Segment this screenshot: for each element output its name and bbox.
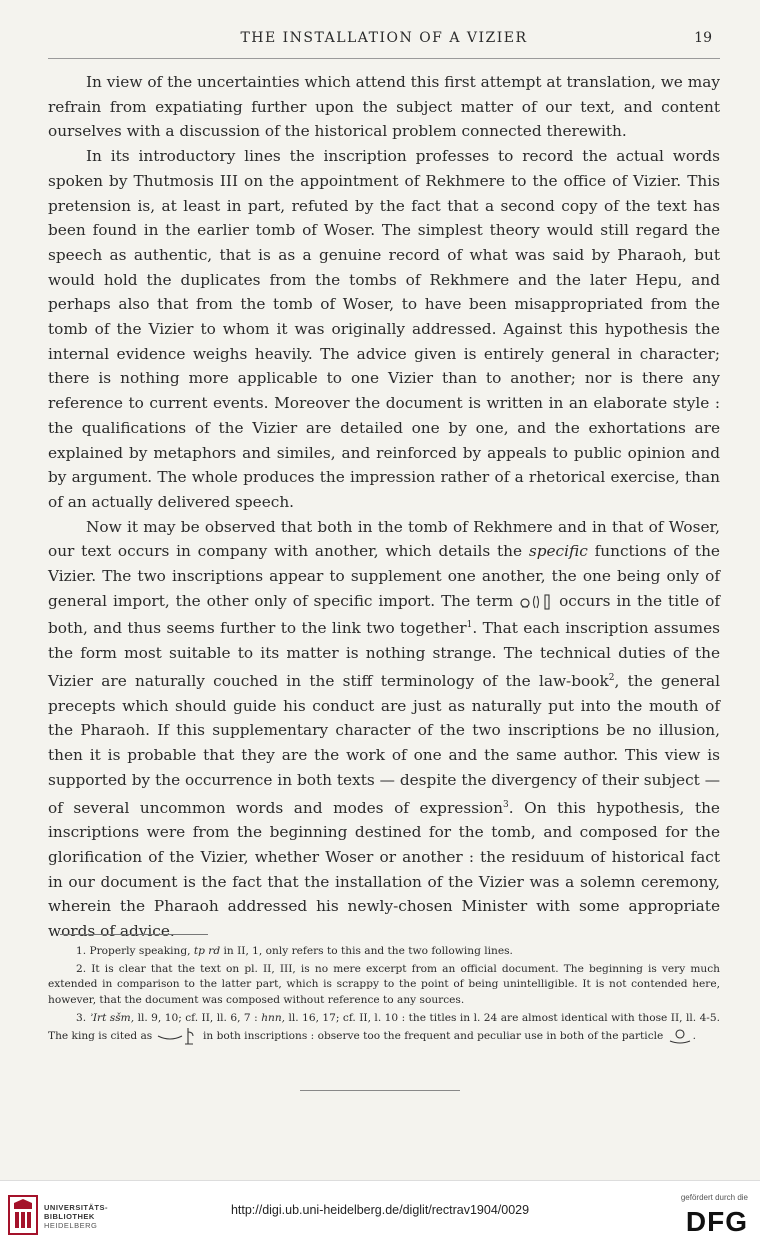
paragraph-3-text: Now it may be observed that both in the tomb of Rekhmere and in that of Woser, our text occurs in company with another, which details the [48,517,720,561]
paragraph-3 [48,515,720,944]
running-title: THE INSTALLATION OF A VIZIER [240,30,528,46]
end-rule [300,1090,460,1091]
paragraph-3-text: functions of the Vizier. The two inscriptions appear to supplement one another, the one being only of general import, the other only of specific import. The term [48,542,720,610]
paragraph-3-text: occurs in the title of both, and thus seems further to the link two together [48,591,720,638]
hieroglyph-particle-icon [667,1027,693,1045]
hieroglyph-term-icon [519,593,553,611]
header-rule [48,58,720,59]
library-name [44,1203,108,1230]
footnotes [48,944,720,1046]
footnote-3 [48,1011,720,1046]
dfg-logo[interactable]: DFG [685,1206,748,1237]
footnote-2: 2. It is clear that the text on pl. II, III, is no mere excerpt from an official document. The beginning is very much extended in comparison to the latter part, which is scrappy to the point of being unintelligible. It is not contended here, however, that the document was composed without reference to any sources. [48,963,720,1006]
footnote-text: 1. Properly speaking, [76,945,191,957]
hieroglyph-king-icon [156,1026,200,1046]
page-number: 19 [694,30,712,46]
viewer-footer [0,1180,760,1245]
paragraph-3-text: , the general precepts which should guide his conduct are just as naturally put into the mouth of the Pharaoh. If this supplementary character of the two inscriptions be no illusion, then it is probable that they are the work of one and the same author. This view is supported by the occurrence in both texts — despite the divergency of their subject — of several uncommon words and modes of expression [48,672,720,817]
library-name-line: UNIVERSITÄTS- [44,1203,109,1212]
footnote-italic: tp rd [193,945,221,957]
paragraph-3-text: . On this hypothesis, the inscriptions were from the beginning destined for the tomb, and composed for the glorification of the Vizier, whether Woser or another : the residuum of historical fact in our document is the fact that the installation of the Vizier was a solemn ceremony, wherein the Pharaoh addressed his newly-chosen Minister with some appropriate words of advice. [48,798,720,941]
footnote-1 [48,944,720,959]
paragraph-2: In its introductory lines the inscription professes to record the actual words spoken by Thutmosis III on the appointment of Rekhmere to the office of Vizier. This pretension is, at least in part, refuted by the fact that a second copy of the text has been found in the earlier tomb of Woser. The simplest theory would still regard the speech as authentic, that is as a genuine record of what was said by Pharaoh, but would hold the duplicates from the tombs of Rekhmere and the later Hepu, and perhaps also that from the tomb of Woser, to have been misappropriated from the tomb of the Vizier to whom it was originally addressed. Against this hypothesis the internal evidence weighs heavily. The advice given is entirely general in character; there is nothing more applicable to one Vizier than to another; nor is there any reference to current events. Moreover the document is written in an elaborate style : the qualifications of the Vizier are detailed one by one, and the exhortations are explained by metaphors and similes, and reinforced by appeals to public opinion and by argument. The whole produces the impression rather of a rhetorical exercise, than of an actually delivered speech. [48,147,720,511]
footnote-text: in both inscriptions : observe too the frequent and peculiar use in both of the particle [203,1030,664,1043]
body-text [48,70,720,944]
paragraph-3-text: . That each inscription assumes the form most suitable to its matter is nothing strange. The technical duties of the Vizier are naturally couched in the stiff terminology of the law-book [48,619,720,691]
funder-caption: gefördert durch die [680,1193,748,1202]
footnote-text: . [692,1030,697,1043]
university-library-logo-icon[interactable] [8,1195,38,1235]
footnote-ref-3: 3 [503,799,509,810]
footnote-italic: hnn, [261,1011,286,1024]
footnote-ref-1: 1 [466,620,473,631]
paragraph-1: In view of the uncertainties which attend this first attempt at translation, we may refrain from expatiating further upon the subject matter of our text, and content ourselves with a discussion of the historical problem connected therewith. [48,73,720,141]
footnote-ref-2: 2 [608,672,615,683]
footnote-rule [60,934,208,935]
footnote-text: in II, 1, only refers to this and the two following lines. [223,945,513,957]
library-name-line: HEIDELBERG [44,1221,98,1230]
emphasis-specific: specific [528,542,588,561]
permalink-url[interactable]: http://digi.ub.uni-heidelberg.de/diglit/rectrav1904/0029 [230,1203,530,1217]
footnote-italic: ʾIrt sšm, [89,1011,135,1024]
library-name-line: BIBLIOTHEK [44,1212,95,1221]
footnote-text: ll. 16, 17; cf. II, l. 10 : the titles in l. 24 are almost identical with those II, ll. 4-5. The king is cited as [48,1011,720,1043]
footnote-text: 3. [76,1011,87,1024]
footnote-text: ll. 9, 10; cf. II, ll. 6, 7 : [137,1011,258,1024]
